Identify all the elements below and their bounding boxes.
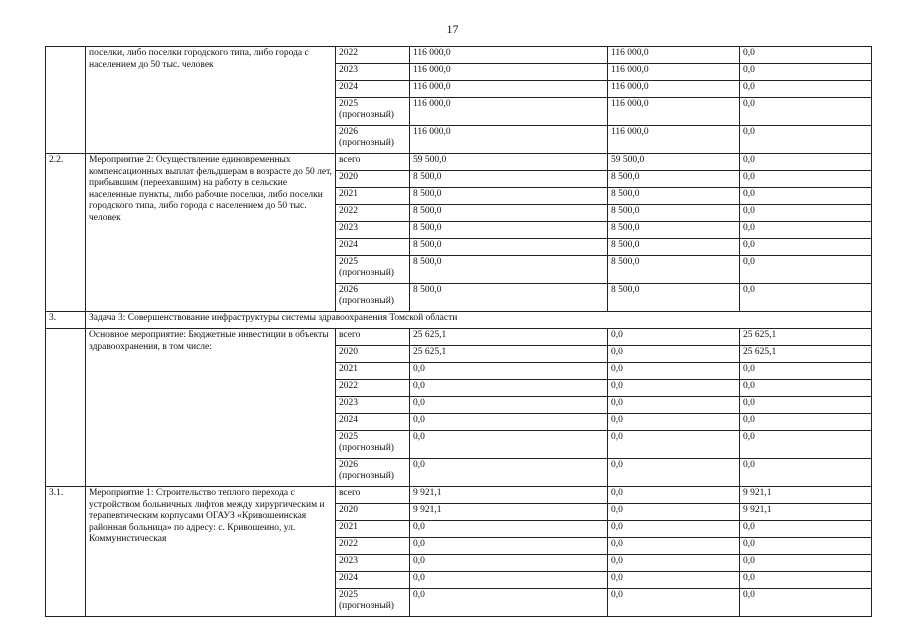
year-cell: 2020 [336, 171, 410, 188]
regional-cell: 0,0 [740, 222, 872, 239]
year-cell: 2024 [336, 81, 410, 98]
regional-cell: 0,0 [740, 205, 872, 222]
regional-cell: 25 625,1 [740, 329, 872, 346]
regional-cell: 0,0 [740, 538, 872, 555]
year-cell: 2025 (прогнозный) [336, 431, 410, 459]
year-cell: 2025 (прогнозный) [336, 589, 410, 617]
total-cell: 9 921,1 [410, 504, 608, 521]
regional-cell: 0,0 [740, 284, 872, 312]
federal-cell: 0,0 [608, 459, 740, 487]
total-cell: 8 500,0 [410, 222, 608, 239]
year-cell: 2022 [336, 47, 410, 64]
regional-cell: 0,0 [740, 81, 872, 98]
year-cell: 2023 [336, 64, 410, 81]
federal-cell: 8 500,0 [608, 205, 740, 222]
federal-cell: 116 000,0 [608, 64, 740, 81]
federal-cell: 8 500,0 [608, 239, 740, 256]
total-cell: 0,0 [410, 572, 608, 589]
regional-cell: 0,0 [740, 397, 872, 414]
total-cell: 0,0 [410, 555, 608, 572]
federal-cell: 8 500,0 [608, 284, 740, 312]
federal-cell: 0,0 [608, 521, 740, 538]
table-row [46, 487, 872, 504]
total-cell: 116 000,0 [410, 64, 608, 81]
task-title: Задача 3: Совершенствование инфраструктуры системы здравоохранения Томской области [86, 312, 872, 329]
table-row [46, 154, 872, 171]
budget-table [45, 46, 872, 617]
total-cell: 0,0 [410, 380, 608, 397]
year-cell: 2021 [336, 188, 410, 205]
year-cell: 2024 [336, 414, 410, 431]
total-cell: 25 625,1 [410, 346, 608, 363]
regional-cell: 0,0 [740, 572, 872, 589]
federal-cell: 0,0 [608, 487, 740, 504]
year-cell: 2021 [336, 363, 410, 380]
federal-cell: 0,0 [608, 346, 740, 363]
federal-cell: 0,0 [608, 504, 740, 521]
regional-cell: 0,0 [740, 239, 872, 256]
total-cell: 0,0 [410, 431, 608, 459]
federal-cell: 0,0 [608, 538, 740, 555]
regional-cell: 25 625,1 [740, 346, 872, 363]
item-number: 2.2. [46, 154, 86, 312]
total-cell: 59 500,0 [410, 154, 608, 171]
regional-cell: 0,0 [740, 98, 872, 126]
table-row [46, 47, 872, 64]
total-cell: 9 921,1 [410, 487, 608, 504]
federal-cell: 8 500,0 [608, 256, 740, 284]
regional-cell: 0,0 [740, 555, 872, 572]
year-cell: всего [336, 329, 410, 346]
total-cell: 116 000,0 [410, 47, 608, 64]
federal-cell: 0,0 [608, 555, 740, 572]
year-cell: 2026 (прогнозный) [336, 459, 410, 487]
year-cell: 2024 [336, 239, 410, 256]
total-cell: 0,0 [410, 414, 608, 431]
total-cell: 8 500,0 [410, 188, 608, 205]
total-cell: 8 500,0 [410, 239, 608, 256]
year-cell: 2025 (прогнозный) [336, 98, 410, 126]
total-cell: 0,0 [410, 397, 608, 414]
regional-cell: 0,0 [740, 171, 872, 188]
year-cell: 2020 [336, 346, 410, 363]
federal-cell: 0,0 [608, 397, 740, 414]
year-cell: 2022 [336, 538, 410, 555]
total-cell: 116 000,0 [410, 126, 608, 154]
regional-cell: 0,0 [740, 256, 872, 284]
activity-name: Мероприятие 1: Строительство теплого перехода с устройством больничных лифтов между хирургическим и терапевтическим корпусами ОГАУЗ «Кривошеинская районная больница» по адресу: с. Кривошеино, ул. Коммунистическая [86, 487, 336, 617]
federal-cell: 8 500,0 [608, 171, 740, 188]
year-cell: всего [336, 487, 410, 504]
year-cell: 2023 [336, 555, 410, 572]
table-row [46, 329, 872, 346]
federal-cell: 0,0 [608, 431, 740, 459]
total-cell: 0,0 [410, 459, 608, 487]
item-number: 3. [46, 312, 86, 329]
year-cell: 2023 [336, 397, 410, 414]
regional-cell: 0,0 [740, 154, 872, 171]
federal-cell: 116 000,0 [608, 81, 740, 98]
year-cell: 2025 (прогнозный) [336, 256, 410, 284]
federal-cell: 8 500,0 [608, 188, 740, 205]
year-cell: 2024 [336, 572, 410, 589]
federal-cell: 116 000,0 [608, 126, 740, 154]
regional-cell: 9 921,1 [740, 504, 872, 521]
federal-cell: 116 000,0 [608, 98, 740, 126]
year-cell: 2026 (прогнозный) [336, 126, 410, 154]
federal-cell: 0,0 [608, 589, 740, 617]
total-cell: 8 500,0 [410, 256, 608, 284]
federal-cell: 8 500,0 [608, 222, 740, 239]
page-number: 17 [446, 22, 459, 36]
total-cell: 8 500,0 [410, 171, 608, 188]
federal-cell: 59 500,0 [608, 154, 740, 171]
activity-name: Мероприятие 2: Осуществление единовременных компенсационных выплат фельдшерам в возрасте до 50 лет, прибывшим (переехавшим) на работу в сельские населенные пункты, либо рабочие поселки, либо поселки городского типа, либо города с населением до 50 тыс. человек [86, 154, 336, 312]
total-cell: 0,0 [410, 363, 608, 380]
total-cell: 8 500,0 [410, 205, 608, 222]
year-cell: 2022 [336, 205, 410, 222]
total-cell: 116 000,0 [410, 98, 608, 126]
regional-cell: 0,0 [740, 431, 872, 459]
year-cell: 2022 [336, 380, 410, 397]
total-cell: 116 000,0 [410, 81, 608, 98]
regional-cell: 9 921,1 [740, 487, 872, 504]
year-cell: всего [336, 154, 410, 171]
regional-cell: 0,0 [740, 589, 872, 617]
year-cell: 2023 [336, 222, 410, 239]
item-number [46, 329, 86, 487]
federal-cell: 0,0 [608, 572, 740, 589]
regional-cell: 0,0 [740, 47, 872, 64]
regional-cell: 0,0 [740, 188, 872, 205]
year-cell: 2020 [336, 504, 410, 521]
regional-cell: 0,0 [740, 459, 872, 487]
regional-cell: 0,0 [740, 363, 872, 380]
activity-name: Основное мероприятие: Бюджетные инвестиции в объекты здравоохранения, в том числе: [86, 329, 336, 487]
federal-cell: 0,0 [608, 380, 740, 397]
federal-cell: 0,0 [608, 414, 740, 431]
regional-cell: 0,0 [740, 380, 872, 397]
item-number: 3.1. [46, 487, 86, 617]
regional-cell: 0,0 [740, 126, 872, 154]
federal-cell: 0,0 [608, 363, 740, 380]
year-cell: 2026 (прогнозный) [336, 284, 410, 312]
regional-cell: 0,0 [740, 414, 872, 431]
total-cell: 0,0 [410, 589, 608, 617]
total-cell: 0,0 [410, 538, 608, 555]
regional-cell: 0,0 [740, 64, 872, 81]
regional-cell: 0,0 [740, 521, 872, 538]
year-cell: 2021 [336, 521, 410, 538]
total-cell: 0,0 [410, 521, 608, 538]
federal-cell: 0,0 [608, 329, 740, 346]
task-row [46, 312, 872, 329]
total-cell: 25 625,1 [410, 329, 608, 346]
federal-cell: 116 000,0 [608, 47, 740, 64]
item-number [46, 47, 86, 154]
total-cell: 8 500,0 [410, 284, 608, 312]
activity-name: поселки, либо поселки городского типа, либо города с населением до 50 тыс. человек [86, 47, 336, 154]
